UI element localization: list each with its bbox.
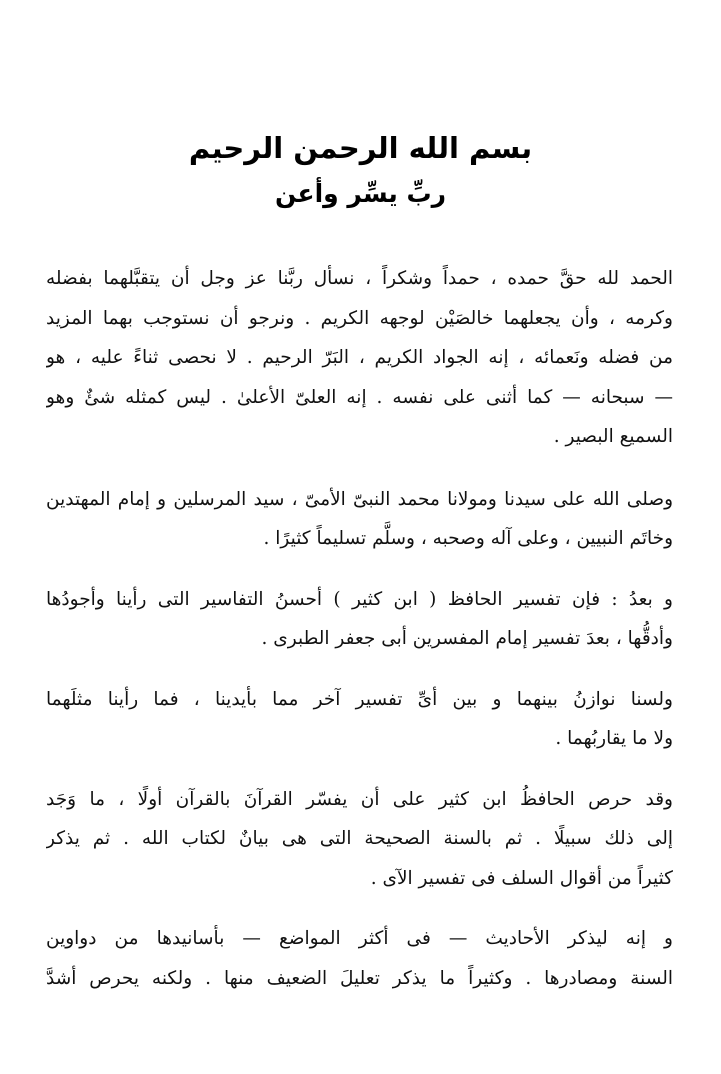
text-line: ولسنا نوازنُ بينهما و بين أىِّ تفسير آخر مما بأيدينا ، فما رأينا مثلَهما bbox=[46, 688, 673, 710]
text-line: من فضله ونَعمائه ، إنه الجواد الكريم ، البَرّ الرحيم . لا نحصى ثناءً عليه ، هو bbox=[46, 347, 673, 368]
prayer-heading: ربِّ يسِّر وأعن bbox=[275, 179, 446, 208]
paragraph-salutation bbox=[46, 480, 673, 559]
text-line: و إنه ليذكر الأحاديث — فى أكثر المواضع — بأسانيدها من دواوين bbox=[46, 928, 673, 949]
paragraph-praise bbox=[46, 259, 673, 457]
text-line: وأدقُّها ، بعدَ تفسير إمام المفسرين أبى جعفر الطبرى . bbox=[261, 628, 673, 649]
text-line: كثيراً من أقوال السلف فى تفسير الآى . bbox=[370, 867, 673, 889]
text-line: وكرمه ، وأن يجعلهما خالصَيْن لوجهه الكريم . ونرجو أن نستوجب بهما المزيد bbox=[46, 307, 673, 329]
paragraph-tafsir-intro bbox=[46, 580, 673, 659]
text-line: — سبحانه — كما أثنى على نفسه . إنه العلىّ الأعلىٰ . ليس كمثله شئٌ وهو bbox=[46, 386, 673, 408]
page-heading bbox=[0, 125, 721, 217]
text-line: و بعدُ : فإن تفسير الحافظ ( ابن كثير ) أحسنُ التفاسير التى رأينا وأجودُها bbox=[46, 588, 673, 610]
text-line: إلى ذلك سبيلًا . ثم بالسنة الصحيحة التى هى بيانٌ لكتاب الله . ثم يذكر bbox=[46, 828, 673, 849]
basmala-heading: بسم الله الرحمن الرحيم bbox=[188, 131, 533, 165]
text-line: السنة ومصادرها . وكثيراً ما يذكر تعليلَ الضعيف منها . ولكنه يحرص أشدَّ bbox=[46, 967, 673, 989]
text-line: وخاتَم النبيين ، وعلى آله وصحبه ، وسلَّم تسليماً كثيرًا . bbox=[263, 528, 673, 549]
paragraph-comparison bbox=[46, 680, 673, 759]
text-line: السميع البصير . bbox=[553, 426, 673, 447]
text-line: ولا ما يقاربُهما . bbox=[555, 728, 673, 749]
text-line: الحمد لله حقَّ حمده ، حمداً وشكراً ، نسأل ربَّنا عز وجل أن يتقبَّلهما بفضله bbox=[46, 268, 673, 289]
body-text bbox=[46, 259, 673, 1019]
paragraph-hadith bbox=[46, 919, 673, 998]
paragraph-method bbox=[46, 780, 673, 899]
text-line: وقد حرص الحافظُ ابن كثير على أن يفسّر القرآنَ بالقرآن أولًا ، ما وَجَد bbox=[46, 788, 673, 810]
text-line: وصلى الله على سيدنا ومولانا محمد النبىّ الأمىّ ، سيد المرسلين و إمام المهتدين bbox=[46, 488, 673, 510]
